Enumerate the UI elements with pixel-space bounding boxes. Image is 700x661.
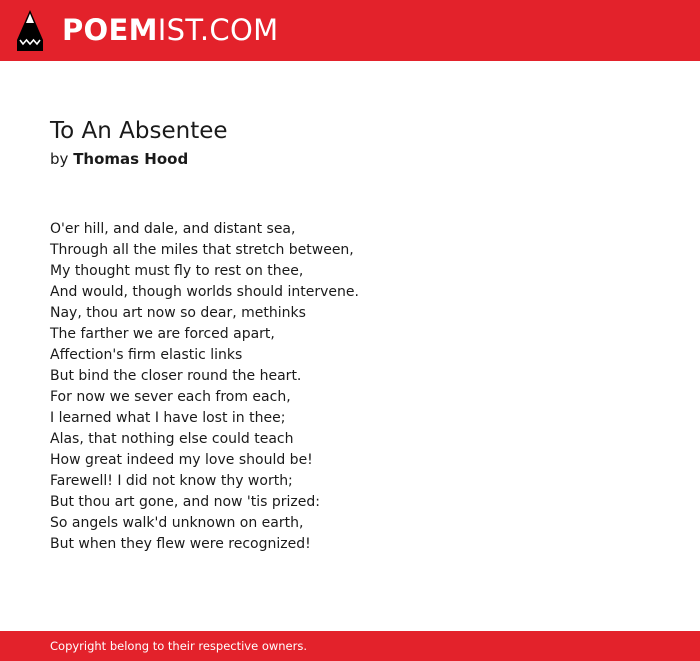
byline <box>50 150 188 168</box>
site-header <box>0 0 700 61</box>
poem-line: But thou art gone, and now 'tis prized: <box>50 494 320 510</box>
logo-bold-part: POEM <box>62 13 158 47</box>
poem-line: For now we sever each from each, <box>50 389 291 405</box>
poem-line: Nay, thou art now so dear, methinks <box>50 305 306 321</box>
poem-line: O'er hill, and dale, and distant sea, <box>50 221 296 237</box>
copyright-text: Copyright belong to their respective owners. <box>50 639 308 653</box>
poem-line: I learned what I have lost in thee; <box>50 410 286 426</box>
poem-line: Through all the miles that stretch between, <box>50 242 354 258</box>
poem-body <box>50 219 650 555</box>
author-name: Thomas Hood <box>73 150 189 168</box>
poem-title: To An Absentee <box>50 118 228 144</box>
poem-line: The farther we are forced apart, <box>50 326 275 342</box>
pencil-tip-icon[interactable] <box>17 10 43 51</box>
poem-line: And would, though worlds should intervene. <box>50 284 359 300</box>
poem-line: How great indeed my love should be! <box>50 452 313 468</box>
poem-line: So angels walk'd unknown on earth, <box>50 515 304 531</box>
logo-light-part: IST.COM <box>157 13 279 47</box>
poem-line: Farewell! I did not know thy worth; <box>50 473 293 489</box>
poem-line: Affection's firm elastic links <box>50 347 243 363</box>
site-logo[interactable] <box>62 13 278 47</box>
site-footer <box>0 631 700 661</box>
by-prefix: by <box>50 150 69 168</box>
poem-line: But bind the closer round the heart. <box>50 368 302 384</box>
poem-line: Alas, that nothing else could teach <box>50 431 294 447</box>
poem-line: But when they flew were recognized! <box>50 536 311 552</box>
poem-line: My thought must fly to rest on thee, <box>50 263 304 279</box>
